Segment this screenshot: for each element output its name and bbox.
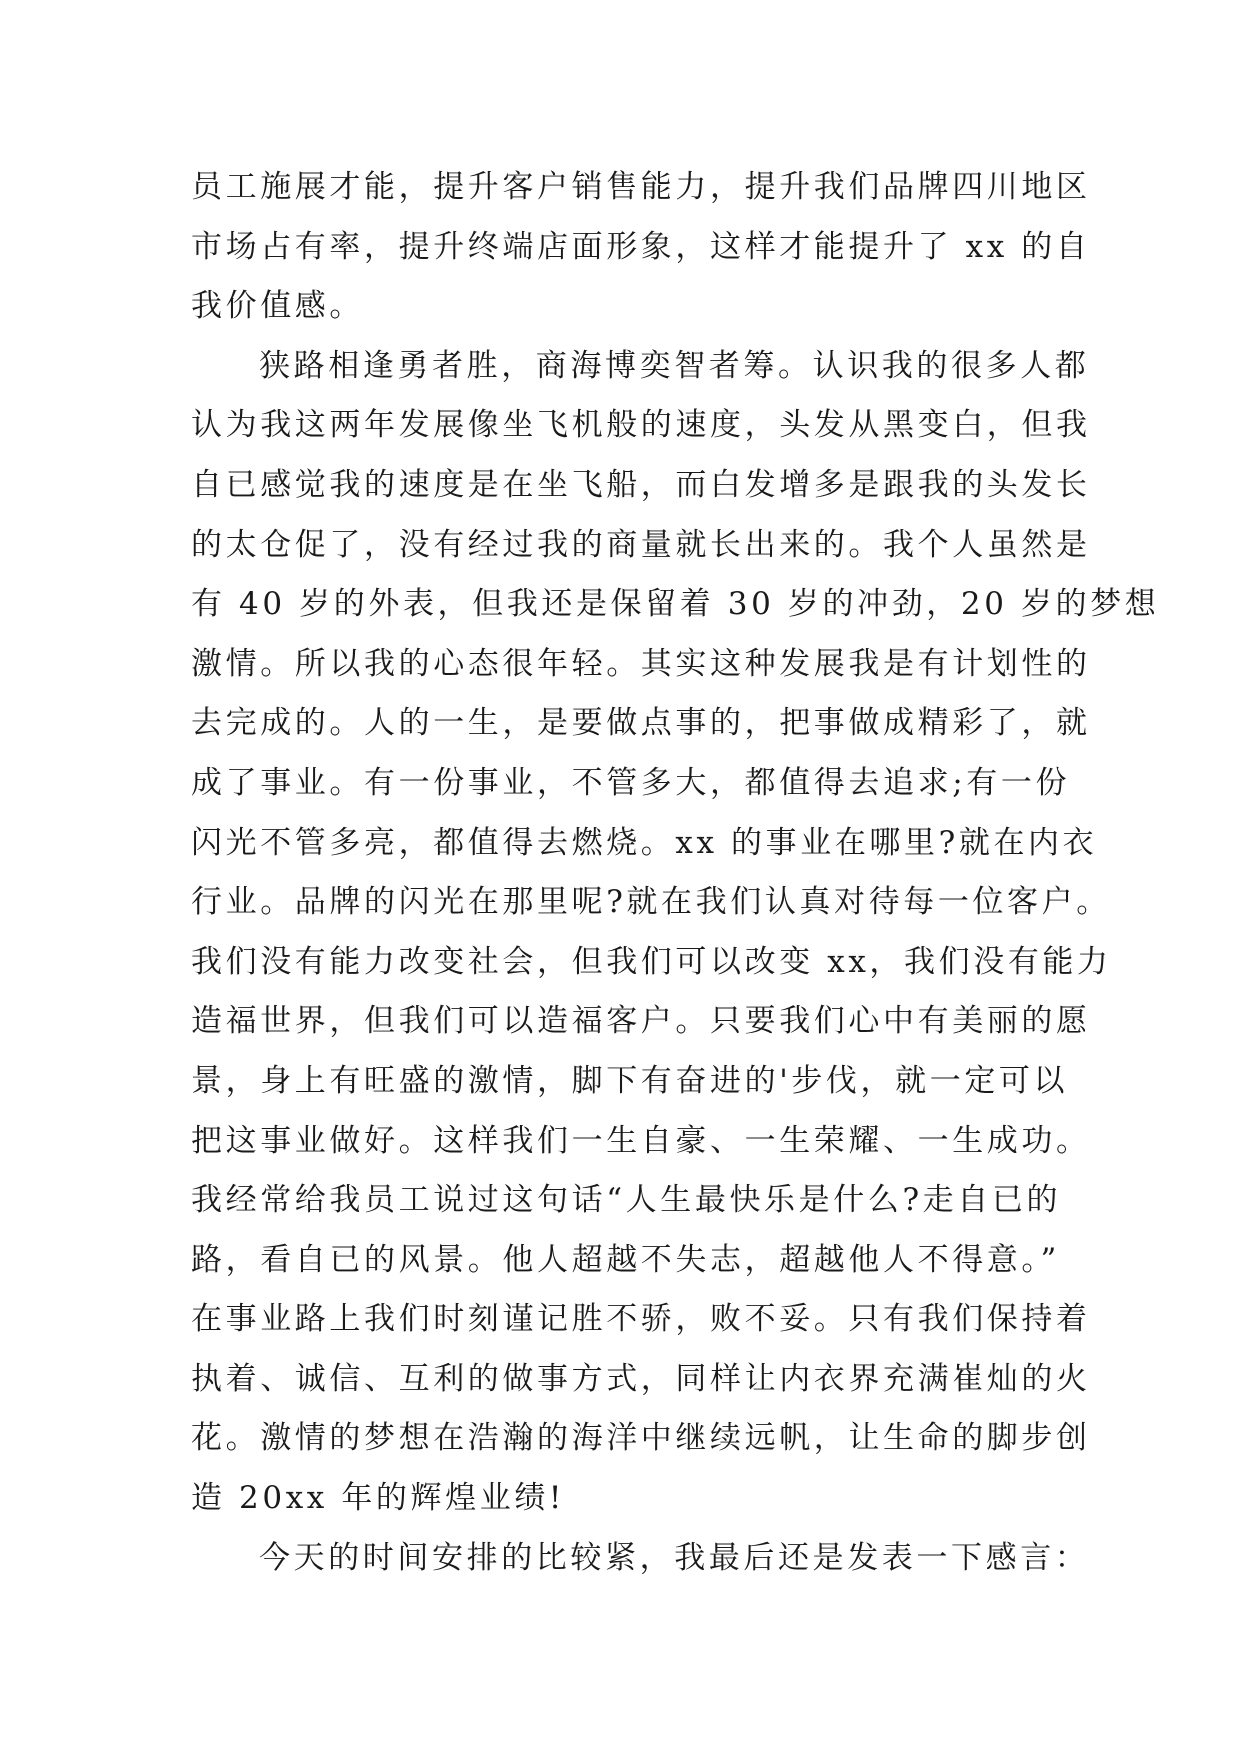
text-line: 行业。品牌的闪光在那里呢?就在我们认真对待每一位客户。 [191,884,1111,921]
text-line: 认为我这两年发展像坐飞机般的速度，头发从黑变白，但我 [191,407,1091,444]
text-line: 在事业路上我们时刻谨记胜不骄，败不妥。只有我们保持着 [191,1301,1091,1338]
text-line: 闪光不管多亮，都值得去燃烧。xx 的事业在哪里?就在内衣 [191,824,1098,861]
text-line: 自已感觉我的速度是在坐飞船，而白发增多是跟我的头发长 [191,466,1091,503]
text-line: 有 40 岁的外表，但我还是保留着 30 岁的冲劲，20 岁的梦想 [191,586,1160,623]
text-line: 去完成的。人的一生，是要做点事的，把事做成精彩了，就 [191,705,1091,742]
text-line: 我们没有能力改变社会，但我们可以改变 xx，我们没有能力 [191,943,1112,980]
text-line: 成了事业。有一份事业，不管多大，都值得去追求;有一份 [191,764,1071,801]
text-line: 造 20xx 年的辉煌业绩! [191,1480,565,1517]
text-line: 把这事业做好。这样我们一生自豪、一生荣耀、一生成功。 [191,1122,1091,1159]
paragraph-start-line: 今天的时间安排的比较紧，我最后还是发表一下感言： [259,1539,1090,1576]
text-line: 路，看自已的风景。他人超越不失志，超越他人不得意。” [191,1241,1060,1278]
body-text [191,158,1160,1588]
text-line: 景，身上有旺盛的激情，脚下有奋进的'步伐，就一定可以 [191,1062,1069,1099]
text-line: 市场占有率，提升终端店面形象，这样才能提升了 xx 的自 [191,228,1091,265]
text-line: 执着、诚信、互利的做事方式，同样让内衣界充满崔灿的火 [191,1360,1091,1397]
text-line: 的太仓促了，没有经过我的商量就长出来的。我个人虽然是 [191,526,1091,563]
text-line: 造福世界，但我们可以造福客户。只要我们心中有美丽的愿 [191,1003,1091,1040]
text-line: 我经常给我员工说过这句话“人生最快乐是什么?走自已的 [191,1182,1062,1219]
text-line: 员工施展才能，提升客户销售能力，提升我们品牌四川地区 [191,169,1091,205]
text-line: 花。激情的梦想在浩瀚的海洋中继续远帆，让生命的脚步创 [191,1420,1091,1457]
text-line: 激情。所以我的心态很年轻。其实这种发展我是有计划性的 [191,645,1091,682]
text-line: 我价值感。 [191,288,364,325]
paragraph-start-line: 狭路相逢勇者胜，商海博奕智者筹。认识我的很多人都 [259,347,1090,384]
